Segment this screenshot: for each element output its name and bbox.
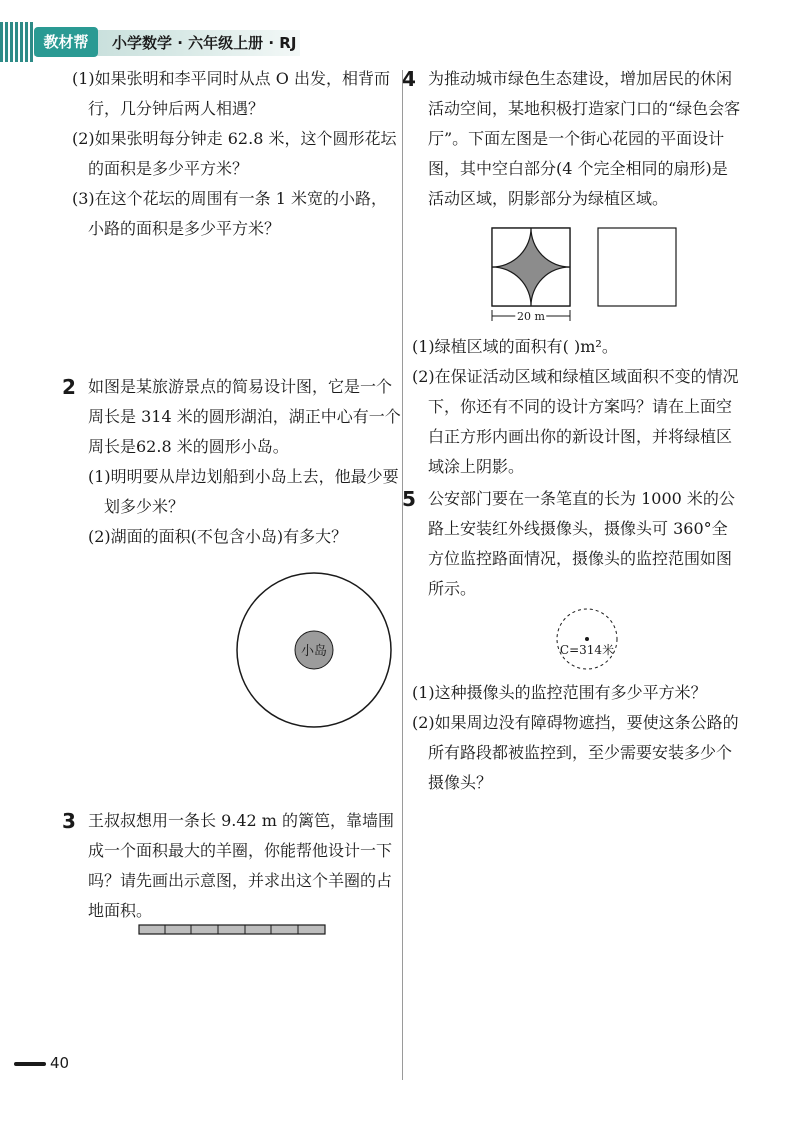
question-5 <box>402 484 742 604</box>
q3-text: 王叔叔想用一条长 9.42 m 的篱笆，靠墙围成一个面积最大的羊圈，你能帮他设计一下吗？请先画出示意图，并求出这个羊圈的占地面积。 <box>88 811 395 920</box>
q2-stem <box>62 372 402 462</box>
q4-part-2: (2)在保证活动区域和绿植区域面积不变的情况下，你还有不同的设计方案吗？请在上面空白正方形内画出你的新设计图，并将绿植区域涂上阴影。 <box>412 367 739 476</box>
q4-number: 4 <box>402 67 416 91</box>
fence-bar <box>138 924 328 936</box>
page-number: 40 <box>50 1054 70 1072</box>
footer-mark <box>14 1062 46 1066</box>
q3-stem <box>62 806 402 926</box>
dimension-label: 20 m <box>517 310 545 323</box>
lake-diagram <box>234 570 394 730</box>
q2-part-2: (2)湖面的面积(不包含小岛)有多大？ <box>88 527 348 546</box>
question-4 <box>402 64 742 214</box>
question-3 <box>62 806 402 926</box>
q2-number: 2 <box>62 375 76 399</box>
island-label: 小岛 <box>300 644 328 659</box>
book-title: 小学数学 · 六年级上册 · RJ <box>112 34 297 52</box>
brand-tag: 教材帮 <box>34 27 98 57</box>
question-2 <box>62 372 402 552</box>
page-footer <box>14 1054 69 1072</box>
q4-text: 为推动城市绿色生态建设，增加居民的休闲活动空间，某地积极打造家门口的“绿色会客厅”。下面左图是一个街心花园的平面设计图，其中空白部分(4 个完全相同的扇形)是活动区域，阴影部分为绿植区域。 <box>428 69 741 208</box>
q4-parts <box>412 332 742 482</box>
camera-dot <box>585 637 589 641</box>
q1-part-3: (3)在这个花坛的周围有一条 1 米宽的小路，小路的面积是多少平方米？ <box>72 189 388 238</box>
q5-part-1: (1)这种摄像头的监控范围有多少平方米？ <box>412 683 707 702</box>
header-stripes <box>0 22 34 62</box>
q1-part-1: (1)如果张明和李平同时从点 O 出发，相背而行，几分钟后两人相遇？ <box>72 69 390 118</box>
q5-text: 公安部门要在一条笔直的长为 1000 米的公路上安装红外线摄像头，摄像头可 360°全方位监控路面情况，摄像头的监控范围如图所示。 <box>428 489 735 598</box>
garden-diagrams <box>488 224 728 324</box>
q5-part-2: (2)如果周边没有障碍物遮挡，要使这条公路的所有路段都被监控到，至少需要安装多少个摄像头？ <box>412 713 739 792</box>
q5-number: 5 <box>402 487 416 511</box>
circumference-label: C=314米 <box>559 643 615 657</box>
q2-part-1: (1)明明要从岸边划船到小岛上去，他最少要划多少米？ <box>88 467 399 516</box>
q2-text: 如图是某旅游景点的简易设计图，它是一个周长是 314 米的圆形湖泊，湖正中心有一个周长是62.8 米的圆形小岛。 <box>88 377 401 456</box>
blank-design-square <box>598 228 676 306</box>
q1-continued <box>72 64 402 244</box>
q3-number: 3 <box>62 809 76 833</box>
q4-stem <box>402 64 742 214</box>
q1-part-2: (2)如果张明每分钟走 62.8 米，这个圆形花坛的面积是多少平方米？ <box>72 129 397 178</box>
page-header <box>0 22 330 62</box>
column-divider <box>402 70 403 1080</box>
q4-part-1: (1)绿植区域的面积有( )m²。 <box>412 337 618 356</box>
q5-stem <box>402 484 742 604</box>
q5-parts <box>412 678 742 798</box>
camera-range-diagram <box>552 604 622 674</box>
